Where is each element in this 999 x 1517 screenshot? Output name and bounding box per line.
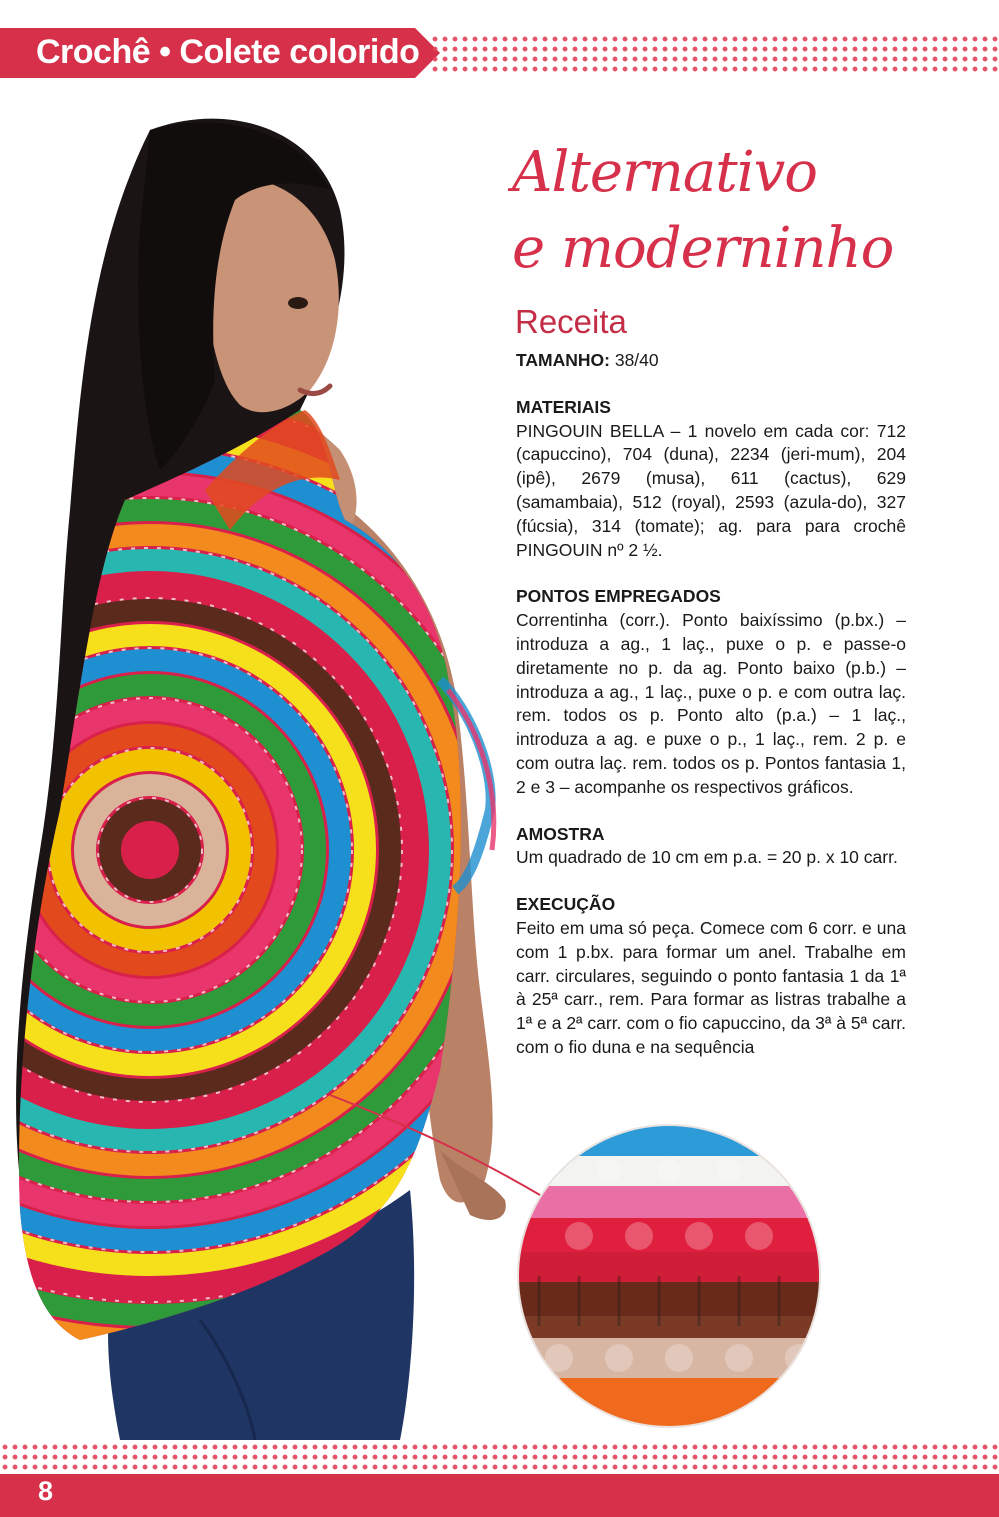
size-line [516,349,906,373]
section-title-label: Crochê • Colete colorido [36,33,420,71]
stitches-section [516,585,906,799]
materials-section [516,396,906,563]
size-label: TAMANHO: [516,350,610,370]
article-headline [512,135,982,287]
page-number: 8 [38,1476,54,1506]
sample-text: Um quadrado de 10 cm em p.a. = 20 p. x 10 carr. [516,847,898,868]
footer-dot-pattern [0,1442,999,1472]
header-dot-pattern [430,34,999,72]
stitches-title: PONTOS EMPREGADOS [516,586,721,607]
materials-text: PINGOUIN BELLA – 1 novelo em cada cor: 712 (capuccino), 704 (duna), 2234 (jeri-mum), 204 (ipê), 2679 (musa), 611 (cactus), 629 (samambaia), 512 (royal), 2593 (azula-do), 327 (fúcsia), 314 (tomate); ag. para para crochê PINGOUIN nº 2 ½. [516,420,906,560]
stitches-text: Correntinha (corr.). Ponto baixíssimo (p.bx.) – introduza a ag., 1 laç., puxe o p. e passe-o diretamente no p. da ag. Ponto baixo (p.b.) – introduza a ag., 1 laç., puxe o p. e com outra laç. rem. todos os p. Ponto alto (p.a.) – 1 laç., introduza a ag. e puxe o p., 1 laç., rem. 2 p. e com outra laç. rem. todos os p. Pontos fantasia 1, 2 e 3 – acompanhe os respectivos gráficos. [516,610,906,797]
page-footer [0,1474,999,1517]
execution-text: Feito em uma só peça. Comece com 6 corr. e una com 1 p.bx. para formar um anel. Trabalhe em carr. circulares, seguindo o ponto fantasia 1 da 1ª à 25ª carr., rem. Para formar as listras trabalhe a 1ª e a 2ª carr. com o fio capuccino, da 3ª à 5ª carr. com o fio duna e na sequência [516,917,906,1057]
headline-line-2: e moderninho [512,216,894,281]
size-value: 38/40 [614,350,659,370]
sample-section [516,823,906,871]
page-header [0,28,999,78]
sample-title: AMOSTRA [516,823,605,844]
recipe-content [516,349,906,1083]
model-photo [0,90,520,1440]
materials-title: MATERIAIS [516,396,611,417]
execution-title: EXECUÇÃO [516,894,616,915]
recipe-title: Receita [515,303,627,340]
headline-line-1: Alternativo [512,140,817,205]
stitch-detail-zoom [517,1124,821,1428]
execution-section [516,893,906,1060]
